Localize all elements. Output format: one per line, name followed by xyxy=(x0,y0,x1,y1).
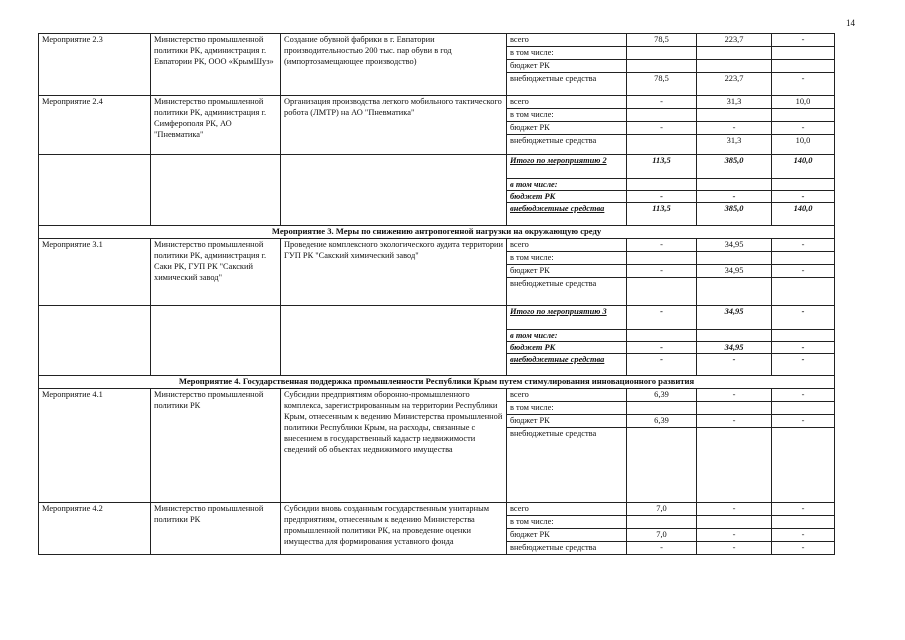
value-cell xyxy=(627,516,697,529)
measure-description: Создание обувной фабрики в г. Евпатории производительностью 200 тыс. пар обуви в год (импортозамещающее производство) xyxy=(281,34,507,96)
value-cell xyxy=(772,516,835,529)
value-cell xyxy=(697,428,772,503)
value-cell: - xyxy=(772,265,835,278)
source-label: в том числе: xyxy=(507,252,627,265)
value-cell xyxy=(772,278,835,306)
total-value: - xyxy=(772,191,835,203)
value-cell xyxy=(772,428,835,503)
empty-cell xyxy=(281,155,507,226)
value-cell: - xyxy=(772,239,835,252)
value-cell xyxy=(772,47,835,60)
table-row xyxy=(39,34,835,47)
source-label: внебюджетные средства xyxy=(507,73,627,96)
measure-name: Мероприятие 4.1 xyxy=(39,389,151,503)
source-label: внебюджетные средства xyxy=(507,278,627,306)
value-cell: - xyxy=(772,503,835,516)
value-cell: - xyxy=(697,389,772,402)
value-cell xyxy=(627,402,697,415)
total-value: 140,0 xyxy=(772,155,835,179)
value-cell: - xyxy=(772,34,835,47)
total-value: - xyxy=(627,354,697,376)
total-label: Итого по мероприятию 2 xyxy=(507,155,627,179)
source-label: бюджет РК xyxy=(507,122,627,135)
value-cell: - xyxy=(627,265,697,278)
value-cell: 31,3 xyxy=(697,135,772,155)
value-cell xyxy=(627,179,697,191)
section-header-row xyxy=(39,226,835,239)
total-value: - xyxy=(772,342,835,354)
funding-table xyxy=(38,33,835,555)
source-label: всего xyxy=(507,503,627,516)
measure-description: Субсидии вновь созданным государственным унитарным предприятиям, отнесенным к ведению Министерства промышленной политики РК, на проведение оценки имущества для формирования уставного фонда xyxy=(281,503,507,555)
empty-cell xyxy=(151,155,281,226)
value-cell xyxy=(697,60,772,73)
value-cell: 7,0 xyxy=(627,529,697,542)
value-cell xyxy=(697,516,772,529)
table-row xyxy=(39,155,835,179)
value-cell: - xyxy=(697,503,772,516)
total-value: 385,0 xyxy=(697,203,772,226)
measure-executor: Министерство промышленной политики РК xyxy=(151,503,281,555)
measure-executor: Министерство промышленной политики РК, администрация г. Евпатории РК, ООО «КрымШуз» xyxy=(151,34,281,96)
source-label: всего xyxy=(507,239,627,252)
value-cell: - xyxy=(627,96,697,109)
total-label: Итого по мероприятию 3 xyxy=(507,306,627,330)
source-label: бюджет РК xyxy=(507,415,627,428)
value-cell: - xyxy=(697,122,772,135)
table-row xyxy=(39,389,835,402)
measure-description: Проведение комплексного экологического аудита территории ГУП РК "Сакский химический завод" xyxy=(281,239,507,306)
source-label: бюджет РК xyxy=(507,529,627,542)
source-label: бюджет РК xyxy=(507,265,627,278)
value-cell: - xyxy=(697,542,772,555)
value-cell xyxy=(772,109,835,122)
page-number: 14 xyxy=(846,18,855,28)
measure-description: Субсидии предприятиям оборонно-промышленного комплекса, зарегистрированным на территории Республики Крым, отнесенным к ведению Министерства промышленной политики Республики Крым, на расходы, связанные с внесением в государственный кадастр недвижимости сведений об объектах недвижимого имущества xyxy=(281,389,507,503)
section-title: Мероприятие 3. Меры по снижению антропогенной нагрузки на окружающую среду xyxy=(39,226,835,239)
total-label: бюджет РК xyxy=(507,191,627,203)
value-cell xyxy=(627,47,697,60)
value-cell: 223,7 xyxy=(697,34,772,47)
value-cell: 6,39 xyxy=(627,389,697,402)
table-row xyxy=(39,96,835,109)
source-label: в том числе: xyxy=(507,109,627,122)
measure-name: Мероприятие 4.2 xyxy=(39,503,151,555)
table-row xyxy=(39,503,835,516)
value-cell xyxy=(772,60,835,73)
total-label: в том числе: xyxy=(507,330,627,342)
value-cell xyxy=(697,330,772,342)
value-cell: 78,5 xyxy=(627,73,697,96)
value-cell xyxy=(772,330,835,342)
value-cell: 10,0 xyxy=(772,135,835,155)
value-cell: 34,95 xyxy=(697,265,772,278)
measure-executor: Министерство промышленной политики РК xyxy=(151,389,281,503)
total-value: 140,0 xyxy=(772,203,835,226)
value-cell: 7,0 xyxy=(627,503,697,516)
total-value: - xyxy=(772,306,835,330)
total-value: 113,5 xyxy=(627,155,697,179)
value-cell xyxy=(697,109,772,122)
measure-name: Мероприятие 2.3 xyxy=(39,34,151,96)
total-value: 34,95 xyxy=(697,306,772,330)
value-cell: - xyxy=(697,529,772,542)
measure-description: Организация производства легкого мобильного тактического робота (ЛМТР) на АО "Пневматика" xyxy=(281,96,507,155)
total-label: внебюджетные средства xyxy=(507,203,627,226)
total-value: - xyxy=(627,306,697,330)
total-value: 34,95 xyxy=(697,342,772,354)
empty-cell xyxy=(281,306,507,376)
value-cell: - xyxy=(772,529,835,542)
value-cell: - xyxy=(772,542,835,555)
total-value: - xyxy=(697,354,772,376)
total-value: - xyxy=(772,354,835,376)
measure-name: Мероприятие 3.1 xyxy=(39,239,151,306)
value-cell: - xyxy=(772,389,835,402)
value-cell xyxy=(627,109,697,122)
value-cell xyxy=(627,428,697,503)
source-label: всего xyxy=(507,34,627,47)
value-cell xyxy=(697,47,772,60)
value-cell: - xyxy=(627,542,697,555)
source-label: всего xyxy=(507,389,627,402)
source-label: всего xyxy=(507,96,627,109)
value-cell: - xyxy=(772,415,835,428)
value-cell xyxy=(772,179,835,191)
table-row xyxy=(39,239,835,252)
value-cell: 6,39 xyxy=(627,415,697,428)
value-cell xyxy=(627,330,697,342)
measure-executor: Министерство промышленной политики РК, администрация г. Саки РК, ГУП РК "Сакский химический завод" xyxy=(151,239,281,306)
value-cell: 223,7 xyxy=(697,73,772,96)
source-label: внебюджетные средства xyxy=(507,542,627,555)
value-cell xyxy=(772,252,835,265)
value-cell: - xyxy=(772,73,835,96)
source-label: в том числе: xyxy=(507,402,627,415)
value-cell: - xyxy=(697,415,772,428)
total-label: внебюджетные средства xyxy=(507,354,627,376)
measure-name: Мероприятие 2.4 xyxy=(39,96,151,155)
section-header-row xyxy=(39,376,835,389)
value-cell xyxy=(772,402,835,415)
value-cell: 34,95 xyxy=(697,239,772,252)
measure-executor: Министерство промышленной политики РК, администрация г. Симферополя РК, АО "Пневматика" xyxy=(151,96,281,155)
value-cell xyxy=(697,252,772,265)
table-row xyxy=(39,306,835,330)
total-value: 113,5 xyxy=(627,203,697,226)
value-cell: - xyxy=(627,122,697,135)
value-cell: - xyxy=(772,122,835,135)
source-label: внебюджетные средства xyxy=(507,428,627,503)
total-value: - xyxy=(697,191,772,203)
value-cell: 78,5 xyxy=(627,34,697,47)
value-cell: 10,0 xyxy=(772,96,835,109)
value-cell: 31,3 xyxy=(697,96,772,109)
value-cell xyxy=(697,179,772,191)
value-cell: - xyxy=(627,239,697,252)
value-cell xyxy=(697,402,772,415)
total-label: в том числе: xyxy=(507,179,627,191)
value-cell xyxy=(697,278,772,306)
empty-cell xyxy=(39,155,151,226)
total-value: - xyxy=(627,191,697,203)
source-label: в том числе: xyxy=(507,516,627,529)
empty-cell xyxy=(151,306,281,376)
total-label: бюджет РК xyxy=(507,342,627,354)
value-cell xyxy=(627,252,697,265)
total-value: - xyxy=(627,342,697,354)
section-title: Мероприятие 4. Государственная поддержка промышленности Республики Крым путем стимулирования инновационного развития xyxy=(39,376,835,389)
value-cell xyxy=(627,60,697,73)
value-cell xyxy=(627,135,697,155)
source-label: бюджет РК xyxy=(507,60,627,73)
empty-cell xyxy=(39,306,151,376)
value-cell xyxy=(627,278,697,306)
total-value: 385,0 xyxy=(697,155,772,179)
source-label: в том числе: xyxy=(507,47,627,60)
source-label: внебюджетные средства xyxy=(507,135,627,155)
